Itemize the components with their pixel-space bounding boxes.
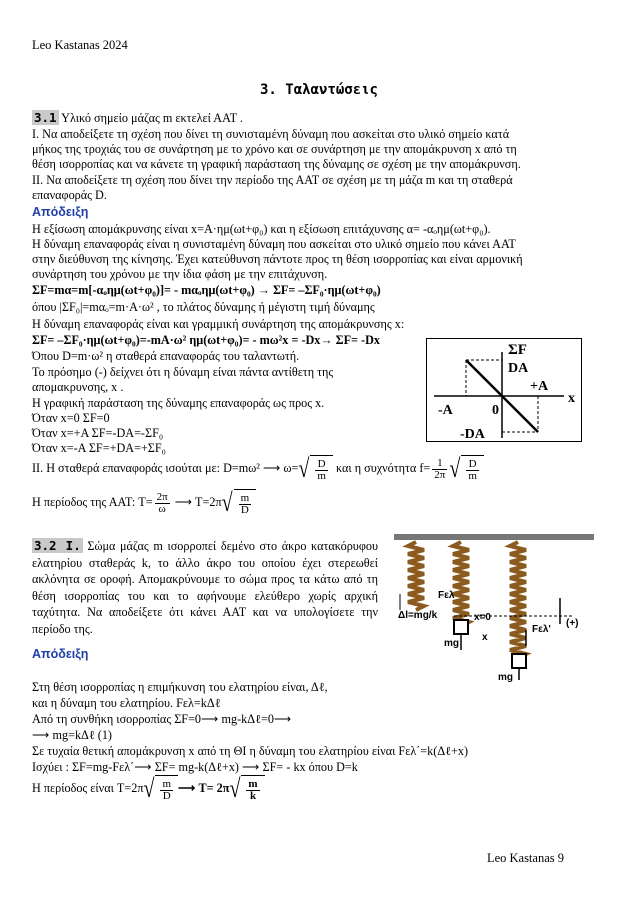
fraction (315, 459, 328, 482)
formula-text: Η περίοδος της ΑΑΤ: T= (32, 495, 153, 509)
sqrt-body (241, 775, 264, 804)
graph-x-label: x (568, 391, 575, 406)
denominator: m (468, 470, 477, 483)
numerator: m (248, 778, 258, 791)
section-number: 3.1 (34, 110, 57, 125)
sqrt-body (234, 489, 257, 518)
proof-line: Η εξίσωση απομάκρυνσης είναι x=A·ημ(ωt+φ₀) και η εξίσωση επιτάχυνσης α= -αₒημ(ωt+φ₀). (32, 222, 491, 236)
denominator: D (240, 504, 249, 517)
sqrt-body (155, 775, 178, 804)
section-body: Σώμα μάζας m ισορροπεί δεμένο στο άκρο κατακόρυφου ελατηρίου σταθεράς k, το άλλο άκρο του οποίου έχει στερεωθεί ακλόνητα σε οροφή. Απομακρύνουμε το σώμα προς τα κάτω από τη θέση ισορροπίας του και το αφήνουμε ελεύθερο χωρίς αρχική ταχύτητα. Να αποδείξετε ότι κάνει ΑΑΤ και να υπολογίσετε την περίοδο της. (32, 539, 379, 636)
section-3-1-heading (32, 110, 243, 126)
fraction (246, 779, 259, 802)
proof-line: Ισχύει : ΣF=mg-Fελ΄⟶ ΣF= mg-k(Δℓ+x) ⟶ ΣF= - kx όπου D=k (32, 760, 358, 774)
proof-line: Όταν x=+A ΣF=-DA=-ΣF₀ (32, 426, 164, 440)
proof-line: απομακρυνσης, x . (32, 380, 124, 394)
fig-mg2: mg (498, 672, 513, 682)
fig-x0: x=0 (474, 612, 491, 623)
part-i-line: θέση ισορροπίας και να κάνετε τη γραφική παράσταση της δύναμης σε σχέση με την απομάκρυνση. (32, 157, 521, 171)
graph-top-label: DA (508, 361, 529, 376)
graph-minus-a: -A (438, 403, 453, 418)
formula-text: ⟶ T=2π (171, 495, 222, 509)
part-i-line: μήκος της τροχιάς του σε συνάρτηση με το χρόνο και σε συνάρτηση με την απομάκρυνση x από τη (32, 142, 517, 156)
force-displacement-graph (426, 338, 582, 442)
page-title: 3. Ταλαντώσεις (259, 82, 378, 98)
denominator: k (249, 790, 257, 803)
fig-plus: (+) (566, 618, 579, 629)
denominator: ω (158, 502, 166, 515)
proof-line: στην διεύθυνση της κίνησης. Έχει κατεύθυνση πάντοτε προς τη θέση ισορροπίας και είναι αρμονική (32, 252, 523, 266)
numerator: D (466, 459, 479, 471)
denominator: 2π (434, 468, 446, 481)
numerator: D (315, 459, 328, 471)
fraction (239, 493, 252, 516)
fraction (160, 779, 173, 802)
formula-text: και η συχνότητα f= (332, 461, 431, 475)
proof-equation: ΣF=mα=m[-αₒημ(ωt+φ₀)]= - mαₒημ(ωt+φ₀) → ΣF= –ΣF₀·ημ(ωt+φ₀) (32, 283, 381, 297)
part-ii-line: II. Να αποδείξετε τη σχέση που δίνει την περίοδο της ΑΑΤ σε σχέση με τη μάζα m και τη σταθερά (32, 173, 513, 187)
sqrt-sign: √ (221, 488, 233, 518)
numerator: m (162, 778, 172, 791)
denominator: D (162, 790, 171, 803)
section-intro: Υλικό σημείο μάζας m εκτελεί ΑΑΤ . (58, 111, 243, 125)
denominator: m (317, 470, 326, 483)
proof-line: Από τη συνθήκη ισορροπίας ΣF=0⟶ mg-kΔℓ=0⟶ (32, 712, 292, 726)
formula-text: II. Η σταθερά επαναφοράς ισούται με: D=mω² ⟶ ω= (32, 461, 299, 475)
graph-plus-a: +A (530, 379, 549, 394)
proof-line: και η δύναμη του ελατηρίου. Fελ=kΔℓ (32, 696, 221, 710)
proof-line: Η γραφική παράσταση της δύναμης επαναφοράς ως προς x. (32, 396, 325, 410)
graph-y-label: ΣF (508, 342, 527, 358)
footer-page: Leo Kastanas 9 (486, 851, 564, 865)
fraction (155, 492, 170, 515)
spring-mass-figure (394, 534, 594, 682)
fraction (466, 459, 479, 482)
sqrt-sign: √ (298, 454, 310, 484)
section-number: 3.2 I. (34, 538, 81, 553)
proof-line: Στη θέση ισορροπίας η επιμήκυνση του ελατηρίου είναι, Δℓ, (32, 680, 328, 694)
sqrt-sign: √ (229, 774, 241, 804)
proof-label-2: Απόδειξη (32, 647, 89, 661)
sqrt-body (461, 455, 484, 484)
proof-line: ⟶ mg=kΔℓ (1) (32, 728, 112, 742)
fig-fel2: Fελ' (532, 624, 551, 635)
spring-period-line (32, 774, 265, 804)
part-i-line: I. Να αποδείξετε τη σχέση που δίνει τη συνισταμένη δύναμη που ασκείται στο υλικό σημείο κατά (32, 127, 510, 141)
graph-origin: 0 (492, 403, 499, 418)
section-3-2-text (32, 538, 378, 637)
fig-dl: Δl=mg/k (398, 610, 438, 621)
numerator: 1 (432, 458, 447, 470)
formula-text: Η περίοδος είναι T=2π (32, 781, 144, 795)
proof-line: Όταν x=0 ΣF=0 (32, 411, 110, 425)
sqrt-body (310, 455, 333, 484)
proof-line: όπου |ΣF₀|=mαₒ=m·A·ω² , το πλάτος δύναμης ή μέγιστη τιμή δύναμης (32, 300, 375, 314)
graph-bottom-label: -DA (460, 427, 485, 442)
part-ii-line: επαναφοράς D. (32, 188, 107, 202)
proof-line: Όταν x=-A ΣF=+DA=+ΣF₀ (32, 441, 166, 455)
sqrt-sign: √ (143, 774, 155, 804)
fraction (432, 458, 447, 481)
proof-line: Όπου D=m·ω² η σταθερά επαναφοράς του ταλαντωτή. (32, 349, 300, 363)
proof-line: συνάρτηση του χρόνου με την ίδια φάση με την επιτάχυνση. (32, 267, 328, 281)
period-formula-line (32, 488, 256, 518)
proof-line: Η δύναμη επαναφοράς είναι και γραμμική συνάρτηση της απομάκρυνσης x: (32, 317, 405, 331)
proof-label: Απόδειξη (32, 205, 89, 219)
fig-x: x (482, 632, 488, 643)
numerator: m (240, 492, 250, 505)
sqrt-sign: √ (449, 454, 461, 484)
proof-line: Η δύναμη επαναφοράς είναι η συνισταμένη δύναμη που ασκείται στο υλικό σημείο που κάνει ΑΑΤ (32, 237, 516, 251)
proof-line: Σε τυχαία θετική απομάκρυνση x από τη ΘΙ η δύναμη του ελατηρίου είναι Fελ΄=k(Δℓ+x) (32, 744, 469, 758)
numerator: 2π (156, 490, 168, 503)
fig-mg1: mg (444, 638, 459, 649)
proof-equation: ΣF= –ΣF₀·ημ(ωt+φ₀)=-mA·ω² ημ(ωt+φ₀)= - mω²x = -Dx→ ΣF= -Dx (32, 333, 380, 347)
formula-text: ⟶ T= 2π (178, 781, 230, 795)
fig-fel: Fελ (438, 590, 455, 601)
constant-formula-line (32, 454, 484, 484)
header-author: Leo Kastanas 2024 (32, 38, 128, 52)
proof-line: Το πρόσημο (-) δείχνει ότι η δύναμη είναι πάντα αντίθετη της (32, 365, 334, 379)
